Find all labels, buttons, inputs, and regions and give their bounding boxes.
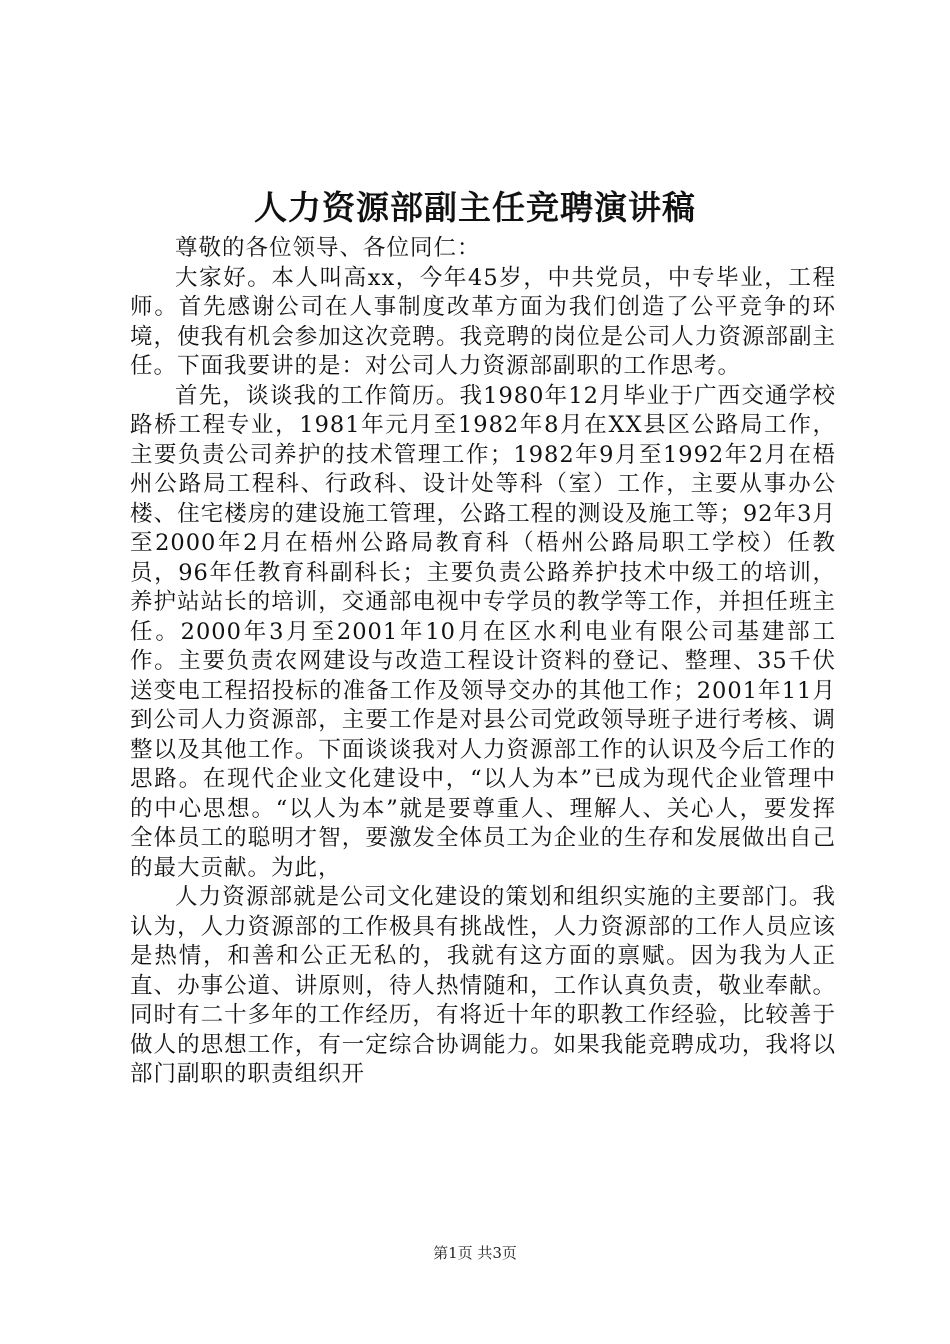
introduction-paragraph: 大家好。本人叫高xx，今年45岁，中共党员，中专毕业，工程师。首先感谢公司在人事制度改革方面为我们创造了公平竞争的环境，使我有机会参加这次竞聘。我竞聘的岗位是公司人力资源部副主任。下面我要讲的是：对公司人力资源部副职的工作思考。 — [130, 264, 836, 379]
document-body — [130, 234, 836, 1090]
page-footer: 第1页 共3页 — [433, 1244, 517, 1262]
salutation-paragraph: 尊敬的各位领导、各位同仁： — [175, 235, 481, 261]
work-history-paragraph: 首先，谈谈我的工作简历。我1980年12月毕业于广西交通学校路桥工程专业，1981年元月至1982年8月在XX县区公路局工作，主要负责公司养护的技术管理工作；1982年9月至1992年2月在梧州公路局工程科、行政科、设计处等科（室）工作，主要从事办公楼、住宅楼房的建设施工管理，公路工程的测设及施工等；92年3月至2000年2月在梧州公路局教育科（梧州公路局职工学校）任教员，96年任教育科副科长；主要负责公路养护技术中级工的培训，养护站站长的培训，交通部电视中专学员的教学等工作，并担任班主任。2000年3月至2001年10月在区水利电业有限公司基建部工作。主要负责农网建设与改造工程设计资料的登记、整理、35千伏送变电工程招投标的准备工作及领导交办的其他工作；2001年11月到公司人力资源部，主要工作是对县公司党政领导班子进行考核、调整以及其他工作。下面谈谈我对人力资源部工作的认识及今后工作的思路。在现代企业文化建设中，“以人为本”已成为现代企业管理中的中心思想。“以人为本”就是要尊重人、理解人、关心人，要发挥全体员工的聪明才智，要激发全体员工为企业的生存和发展做出自己的最大贡献。为此， — [130, 382, 836, 881]
document-title: 人力资源部副主任竞聘演讲稿 — [254, 188, 696, 227]
qualification-paragraph: 人力资源部就是公司文化建设的策划和组织实施的主要部门。我认为，人力资源部的工作极具有挑战性，人力资源部的工作人员应该是热情，和善和公正无私的，我就有这方面的禀赋。因为我为人正直、办事公道、讲原则，待人热情随和，工作认真负责，敬业奉献。同时有二十多年的工作经历，有将近十年的职教工作经验，比较善于做人的思想工作，有一定综合协调能力。如果我能竞聘成功，我将以部门副职的职责组织开 — [130, 884, 836, 1087]
